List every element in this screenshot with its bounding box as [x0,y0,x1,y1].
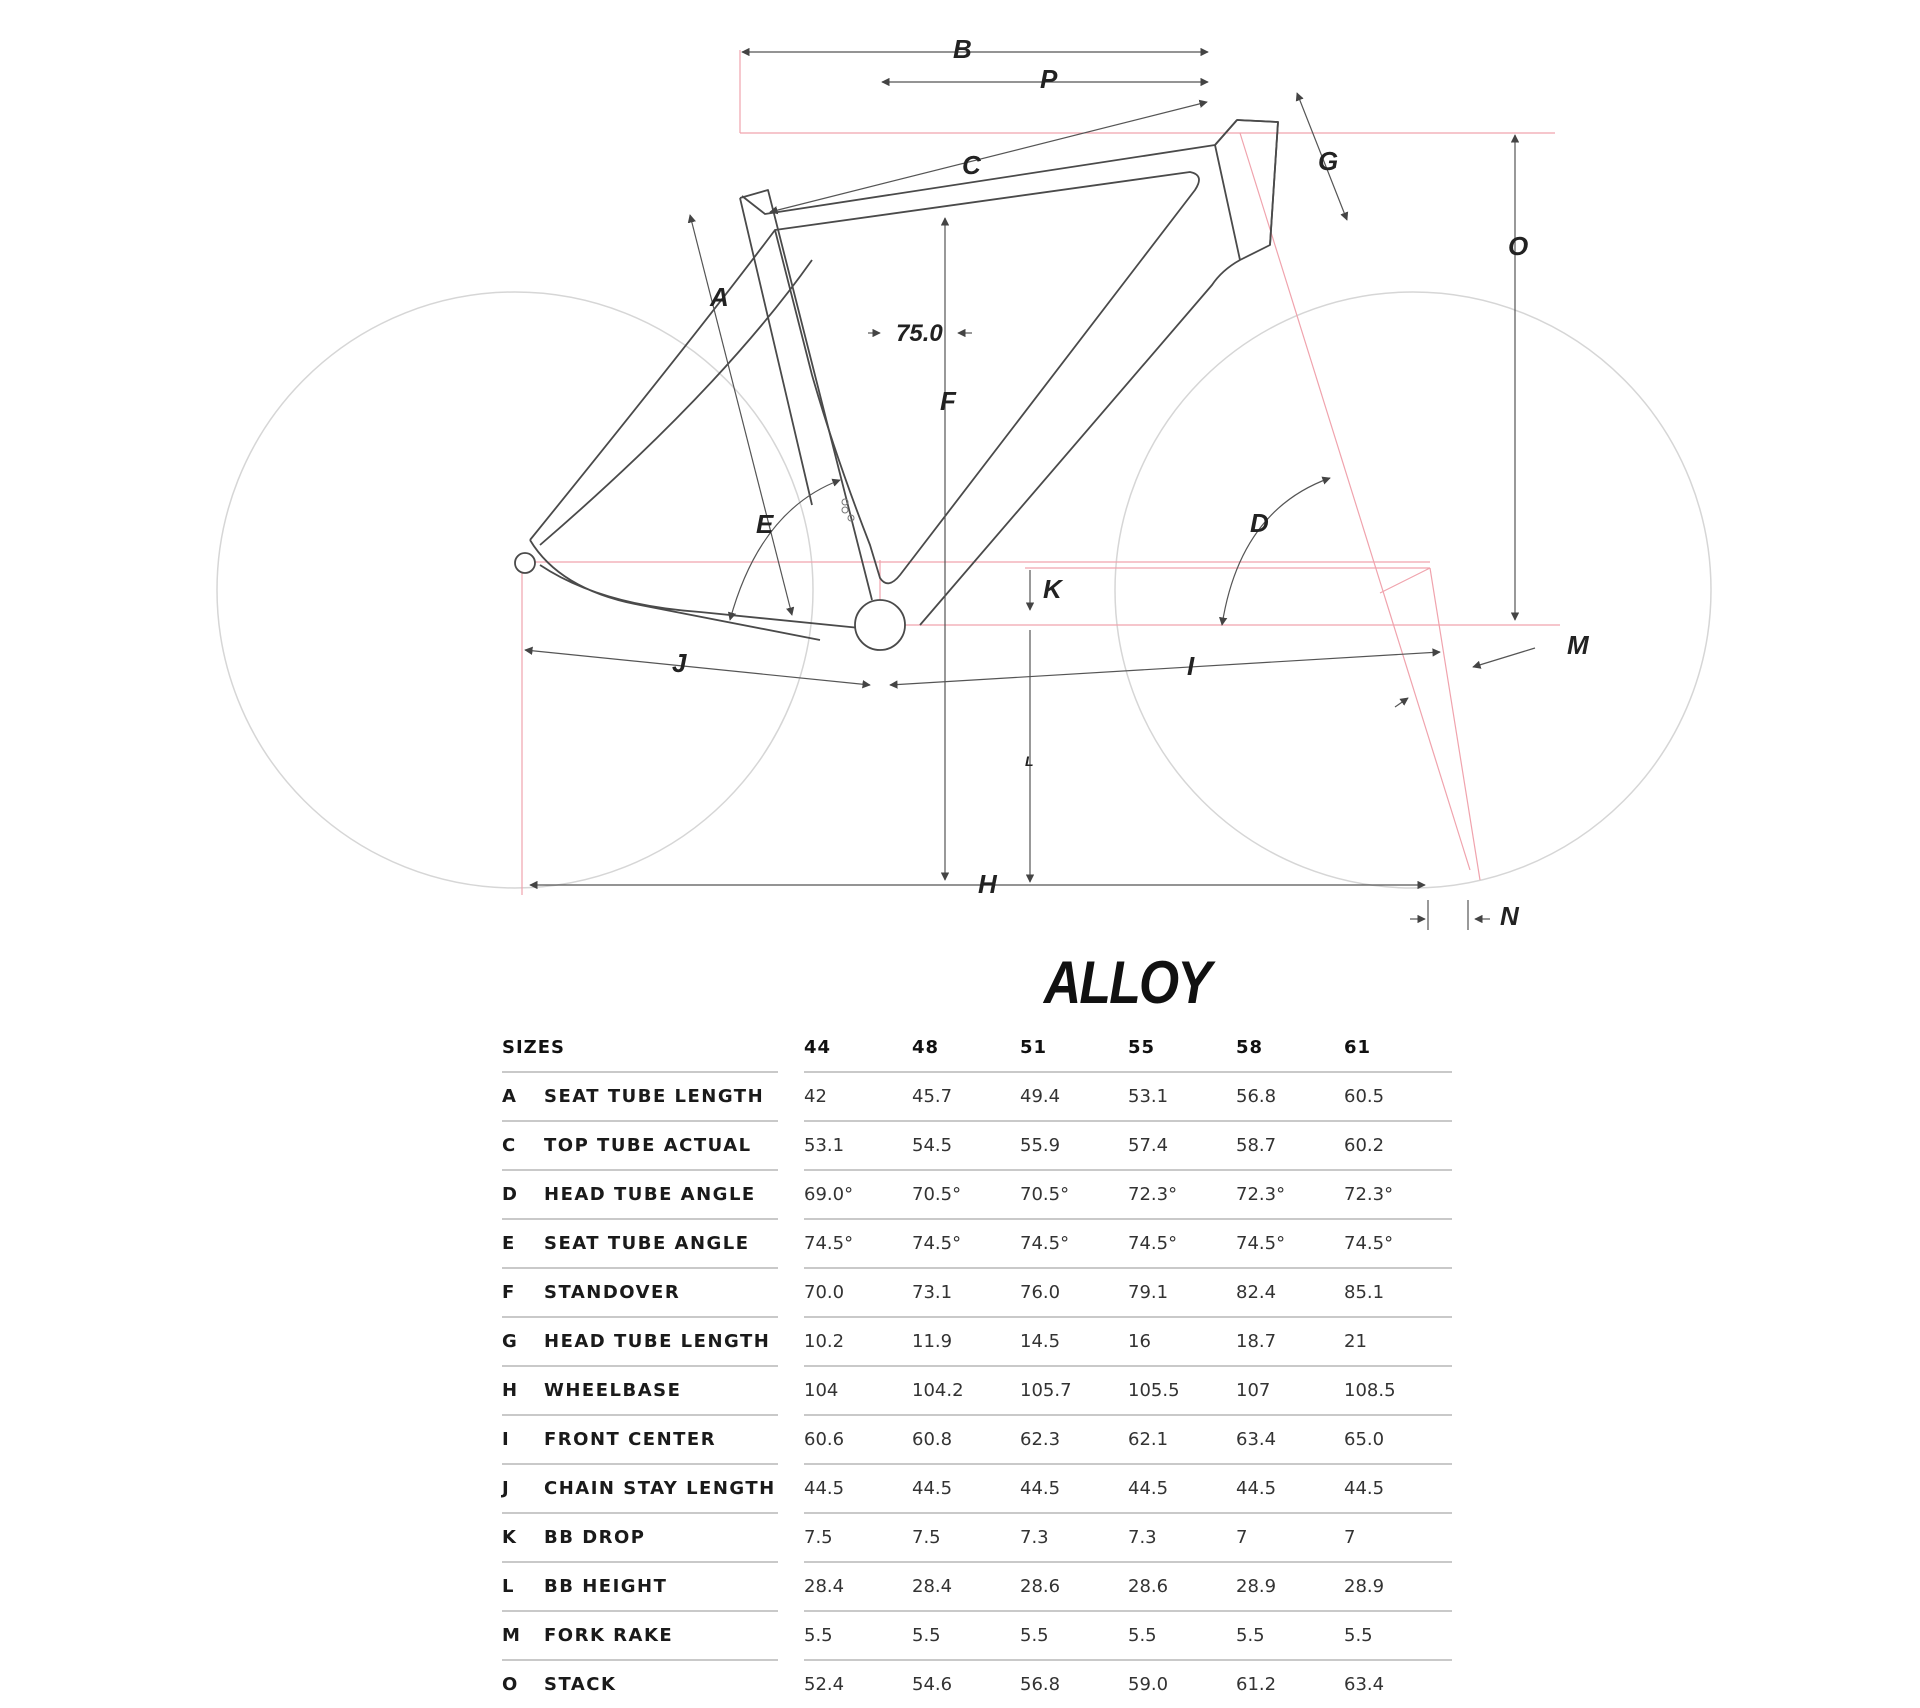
table-cell: 5.5 [1236,1611,1344,1660]
table-cell: 5.5 [912,1611,1020,1660]
inner-triangle [775,172,1199,583]
label-O: O [1508,231,1529,261]
table-cell: 14.5 [1020,1317,1128,1366]
table-cell: 49.4 [1020,1072,1128,1121]
table-cell: 62.3 [1020,1415,1128,1464]
row-code: G [502,1317,544,1366]
table-cell: 56.8 [1020,1674,1061,1695]
table-cell: 55.9 [1020,1121,1128,1170]
row-label: BB DROP [544,1513,778,1562]
table-cell: 28.4 [912,1562,1020,1611]
table-cell: 74.5° [1344,1219,1452,1268]
label-angle-75: 75.0 [896,320,943,347]
table-row [502,1317,1452,1366]
table-cell: 65.0 [1344,1415,1452,1464]
table-cell: 107 [1236,1366,1344,1415]
table-cell: 10.2 [804,1317,912,1366]
table-cell: 76.0 [1020,1268,1128,1317]
table-cell: 56.8 [1236,1072,1344,1121]
table-row [502,1660,1452,1708]
table-cell: 70.0 [804,1268,912,1317]
rear-wheel [217,292,813,888]
table-cell: 28.9 [1236,1562,1344,1611]
size-column-header: 61 [1344,1024,1452,1072]
reference-guides [522,50,1560,895]
bike-frame [515,120,1278,650]
bottle-bolts [842,499,854,521]
table-row [502,1072,1452,1121]
table-cell: 42 [804,1072,912,1121]
label-F: F [940,386,956,416]
table-cell: 72.3° [1128,1170,1236,1219]
table-cell: 7.3 [1128,1513,1236,1562]
table-cell: 5.5 [1020,1611,1128,1660]
geometry-table [502,1024,1452,1708]
table-cell: 104.2 [912,1366,1020,1415]
table-cell: 7 [1344,1513,1452,1562]
table-cell: 11.9 [912,1317,1020,1366]
sizes-header: SIZES [502,1024,778,1072]
table-cell: 105.7 [1020,1366,1128,1415]
table-cell: 61.2 [1236,1674,1277,1695]
row-label: STACK [544,1674,617,1695]
table-cell: 5.5 [804,1611,912,1660]
table-cell: 54.5 [912,1121,1020,1170]
table-cell: 63.4 [1344,1674,1385,1695]
table-cell: 70.5° [912,1170,1020,1219]
seat-stay [530,230,812,545]
row-label: STANDOVER [544,1268,778,1317]
table-cell: 74.5° [804,1219,912,1268]
size-column-header: 58 [1236,1024,1344,1072]
head-tube [1215,120,1278,260]
table-cell: 5.5 [1344,1611,1452,1660]
table-row [502,1513,1452,1562]
size-column-header: 51 [1020,1024,1128,1072]
size-column-header: 48 [912,1024,1020,1072]
table-row [502,1366,1452,1415]
table-cell: 62.1 [1128,1415,1236,1464]
table-cell: 60.5 [1344,1072,1452,1121]
table-cell: 7.3 [1020,1513,1128,1562]
table-cell: 52.4 [804,1674,845,1695]
table-cell: 44.5 [804,1464,912,1513]
top-tube [742,120,1278,625]
table-cell: 72.3° [1236,1170,1344,1219]
row-code: D [502,1170,544,1219]
table-cell: 70.5° [1020,1170,1128,1219]
label-K: K [1043,574,1062,604]
label-N: N [1500,901,1519,931]
row-code: J [502,1464,544,1513]
label-I: I [1187,651,1195,681]
row-code: I [502,1415,544,1464]
table-cell: 28.6 [1020,1562,1128,1611]
table-cell: 54.6 [912,1674,953,1695]
table-cell: 58.7 [1236,1121,1344,1170]
label-L: L [1025,753,1034,769]
row-label: HEAD TUBE LENGTH [544,1317,778,1366]
table-header-row [502,1024,1452,1072]
table-cell: 74.5° [1020,1219,1128,1268]
row-code: E [502,1219,544,1268]
table-cell: 74.5° [1128,1219,1236,1268]
table-cell: 28.4 [804,1562,912,1611]
table-cell: 72.3° [1344,1170,1452,1219]
size-column-header: 44 [804,1024,912,1072]
table-cell: 5.5 [1128,1611,1236,1660]
table-cell: 28.6 [1128,1562,1236,1611]
label-E: E [756,509,774,539]
bottom-bracket [855,600,905,650]
table-cell: 74.5° [1236,1219,1344,1268]
table-cell: 82.4 [1236,1268,1344,1317]
table-row [502,1415,1452,1464]
dimension-lines [525,52,1535,930]
table-row [502,1219,1452,1268]
rear-dropout [515,553,535,573]
table-cell: 69.0° [804,1170,912,1219]
table-cell: 53.1 [1128,1072,1236,1121]
table-cell: 85.1 [1344,1268,1452,1317]
table-cell: 28.9 [1344,1562,1452,1611]
table-cell: 60.8 [912,1415,1020,1464]
row-label: FORK RAKE [544,1611,778,1660]
table-cell: 53.1 [804,1121,912,1170]
label-C: C [962,150,981,180]
row-label: HEAD TUBE ANGLE [544,1170,778,1219]
table-cell: 63.4 [1236,1415,1344,1464]
row-code: A [502,1072,544,1121]
table-cell: 7 [1236,1513,1344,1562]
table-row [502,1562,1452,1611]
table-cell: 16 [1128,1317,1236,1366]
label-A: A [710,282,729,312]
table-cell: 57.4 [1128,1121,1236,1170]
model-title: ALLOY [1043,949,1211,1016]
table-cell: 44.5 [1344,1464,1452,1513]
row-label: BB HEIGHT [544,1562,778,1611]
table-cell: 44.5 [912,1464,1020,1513]
row-code: M [502,1611,544,1660]
table-cell: 60.6 [804,1415,912,1464]
row-label: SEAT TUBE ANGLE [544,1219,778,1268]
table-cell: 7.5 [804,1513,912,1562]
label-P: P [1040,64,1058,94]
table-row [502,1121,1452,1170]
row-code: H [502,1366,544,1415]
label-J: J [672,648,687,678]
table-cell: 108.5 [1344,1366,1452,1415]
table-cell: 44.5 [1128,1464,1236,1513]
row-label: WHEELBASE [544,1366,778,1415]
table-row [502,1464,1452,1513]
table-row [502,1268,1452,1317]
table-cell: 21 [1344,1317,1452,1366]
label-H: H [978,869,997,899]
label-M: M [1567,630,1589,660]
table-cell: 18.7 [1236,1317,1344,1366]
table-cell: 59.0 [1128,1674,1169,1695]
table-row [502,1170,1452,1219]
label-D: D [1250,508,1269,538]
table-cell: 74.5° [912,1219,1020,1268]
size-column-header: 55 [1128,1024,1236,1072]
row-code: F [502,1268,544,1317]
row-code: C [502,1121,544,1170]
table-cell: 60.2 [1344,1121,1452,1170]
row-label: CHAIN STAY LENGTH [544,1464,778,1513]
row-code: O [502,1674,518,1695]
table-cell: 105.5 [1128,1366,1236,1415]
front-wheel [1115,292,1711,888]
table-cell: 7.5 [912,1513,1020,1562]
table-cell: 104 [804,1366,912,1415]
table-cell: 45.7 [912,1072,1020,1121]
row-label: FRONT CENTER [544,1415,778,1464]
table-cell: 44.5 [1020,1464,1128,1513]
table-cell: 79.1 [1128,1268,1236,1317]
table-row [502,1611,1452,1660]
table-cell: 44.5 [1236,1464,1344,1513]
row-code: L [502,1562,544,1611]
table-cell: 73.1 [912,1268,1020,1317]
row-label: SEAT TUBE LENGTH [544,1072,778,1121]
row-label: TOP TUBE ACTUAL [544,1121,778,1170]
row-code: K [502,1513,544,1562]
label-B: B [953,34,972,64]
label-G: G [1318,146,1339,176]
